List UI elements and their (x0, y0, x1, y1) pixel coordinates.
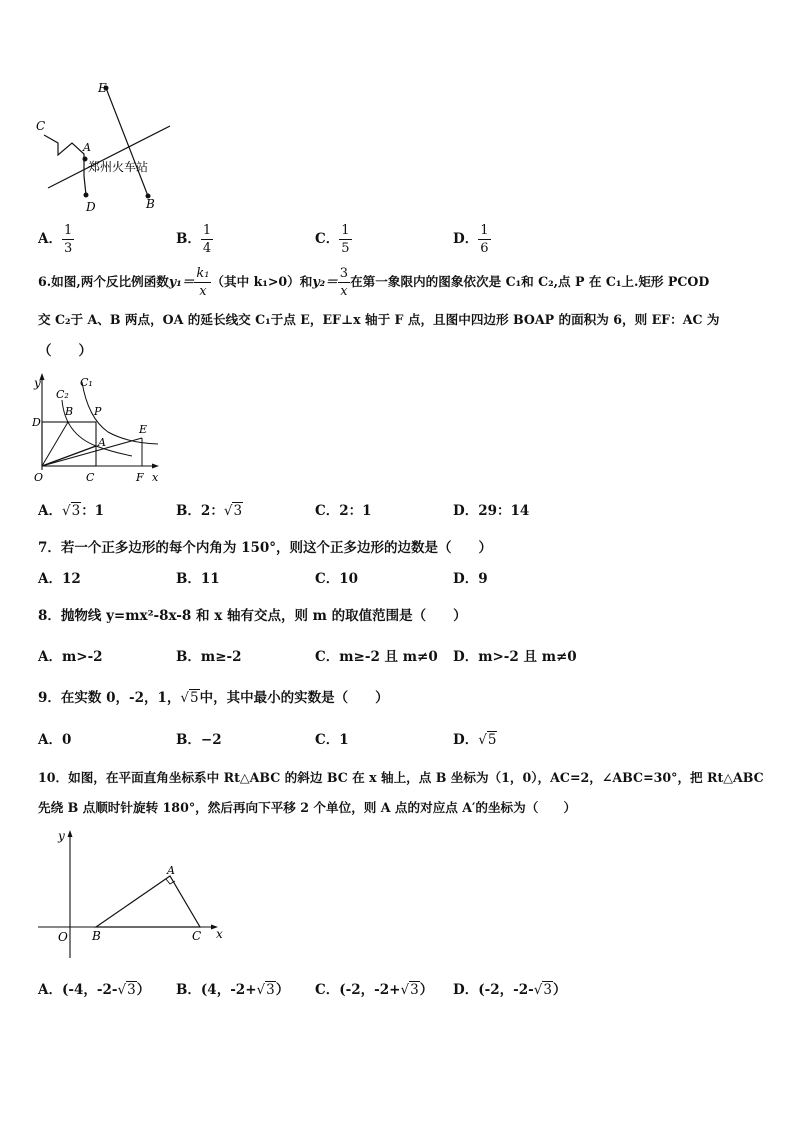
sqrt-radicand: 3 (127, 982, 136, 998)
fraction-denominator: 4 (202, 241, 212, 256)
sqrt-radicand: 5 (190, 690, 199, 706)
q9-stem (38, 692, 389, 706)
fraction-numerator: 1 (202, 223, 212, 238)
q6-y2: y₂＝ (312, 274, 338, 290)
q7-option-d[interactable]: D．9 (453, 571, 488, 587)
fig10-label-x: x (216, 927, 223, 941)
fig10-label-o: O (58, 930, 68, 944)
sqrt-radicand: 3 (543, 982, 552, 998)
fig6-label-c2: C₂ (56, 388, 69, 401)
q5-option-b-label: B． (176, 230, 201, 247)
q10-option-d-prefix: (-2，-2- (478, 982, 534, 998)
q6-option-b-label: B． (176, 503, 201, 519)
fig5-point-a (83, 157, 88, 162)
q5-option-a-label: A． (38, 230, 62, 247)
fig10-label-b: B (92, 929, 101, 943)
q5-option-d-label: D． (453, 230, 479, 247)
fig10-label-c: C (192, 929, 202, 943)
q10-line-2: 先绕 B 点顺时针旋转 180°，然后再向下平移 2 个单位，则 A 点的对应点 A′的坐标为（ ） (38, 800, 577, 815)
figure-q5-map (30, 78, 180, 214)
fig6-label-x: x (152, 471, 159, 484)
fig6-label-e: E (139, 423, 148, 436)
q6-fraction-3-x (338, 267, 350, 298)
q6-option-a-label: A． (38, 503, 62, 519)
fig5-label-b: B (146, 197, 155, 211)
fig5-rail-line (48, 126, 170, 188)
q7-option-b[interactable]: B．11 (176, 571, 220, 587)
q8-option-b[interactable]: B．m≥-2 (176, 649, 242, 665)
fig6-label-p: P (94, 405, 102, 418)
fig10-triangle-abc (96, 876, 200, 927)
q5-option-c-label: C． (315, 230, 340, 247)
q8-stem: 8．抛物线 y=mx²-8x-8 和 x 轴有交点，则 m 的取值范围是（ ） (38, 608, 467, 624)
q10-option-c-prefix: (-2，-2+ (339, 982, 401, 998)
q5-option-d[interactable] (453, 224, 491, 255)
fraction-denominator: x (199, 284, 207, 299)
fraction-numerator: 1 (63, 223, 73, 238)
fig6-label-o: O (34, 471, 44, 484)
q6-option-b[interactable] (176, 505, 243, 519)
fig6-label-c1: C₁ (80, 376, 93, 389)
q10-option-d[interactable] (453, 984, 566, 998)
fraction-numerator: 1 (341, 223, 350, 238)
q10-option-a[interactable] (38, 984, 150, 998)
fraction-numerator: 1 (480, 223, 489, 238)
fig5-path-cd (44, 135, 86, 195)
fig6-label-c: C (86, 471, 95, 484)
q10-option-d-label: D． (453, 982, 479, 998)
fig10-label-y: y (58, 829, 65, 843)
sqrt-symbol: √3 (223, 503, 243, 519)
q10-option-b-suffix: ） (275, 982, 290, 998)
q10-option-a-prefix: (-4，-2- (61, 982, 118, 998)
q10-option-c-suffix: ） (419, 982, 434, 998)
fig10-y-arrow (68, 830, 73, 837)
q6-option-b-prefix: 2： (200, 503, 224, 519)
sqrt-radicand: 3 (71, 503, 81, 519)
q5-option-a-fraction (62, 224, 74, 255)
q10-option-a-suffix: ） (136, 982, 151, 998)
q9-stem-suffix: 中，其中最小的实数是（ ） (199, 690, 389, 706)
fig6-line-oa (42, 446, 96, 466)
q10-option-d-suffix: ） (552, 982, 567, 998)
q9-option-d[interactable] (453, 734, 497, 748)
q5-option-b[interactable] (176, 224, 213, 255)
q6-option-c[interactable]: C．2：1 (315, 503, 372, 519)
q6-text-part3: 在第一象限内的图象依次是 C₁和 C₂,点 P 在 C₁上.矩形 PCOD (350, 274, 710, 290)
fig10-label-a: A (167, 864, 175, 877)
q7-option-c[interactable]: C．10 (315, 571, 359, 587)
q7-stem: 7．若一个正多边形的每个内角为 150°，则这个正多边形的边数是（ ） (38, 540, 493, 556)
sqrt-symbol: √5 (180, 690, 199, 706)
sqrt-symbol: √3 (61, 503, 81, 519)
q10-option-c-label: C． (315, 982, 340, 998)
q10-option-a-label: A． (38, 982, 62, 998)
sqrt-radicand: 5 (487, 732, 497, 748)
fig6-label-y: y (34, 376, 41, 390)
q5-option-b-fraction (201, 224, 213, 255)
fig5-station-label: 郑州火车站 (88, 160, 149, 174)
fig6-label-d: D (32, 416, 41, 429)
sqrt-radicand: 3 (410, 982, 419, 998)
fig6-rectangle-pcod (42, 422, 96, 466)
q6-text-part1: 6.如图,两个反比例函数 (38, 274, 169, 290)
fig5-label-d: D (86, 200, 96, 214)
q7-option-a[interactable]: A．12 (38, 571, 81, 587)
fig5-label-e: E (98, 81, 107, 95)
q8-option-c[interactable]: C．m≥-2 且 m≠0 (315, 649, 438, 665)
q8-option-d[interactable]: D．m>-2 且 m≠0 (453, 649, 577, 665)
q5-option-c[interactable] (315, 224, 352, 255)
sqrt-symbol: √3 (533, 982, 552, 998)
q9-option-b[interactable]: B．−2 (176, 732, 222, 748)
sqrt-symbol: √3 (400, 982, 419, 998)
fig5-label-c: C (36, 119, 46, 133)
q6-line-1 (38, 267, 709, 298)
fraction-denominator: 6 (480, 241, 489, 256)
q5-option-c-fraction (339, 224, 351, 255)
fig6-x-arrow (152, 464, 159, 469)
q9-stem-prefix: 9．在实数 0，-2，1， (38, 690, 181, 706)
fig5-point-d (84, 193, 89, 198)
q10-option-b-label: B． (176, 982, 201, 998)
sqrt-radicand: 3 (266, 982, 275, 998)
q9-option-a[interactable]: A．0 (38, 732, 72, 748)
fig6-label-f: F (136, 471, 144, 484)
q9-option-d-label: D． (453, 732, 479, 748)
q6-y1: y₁＝ (168, 274, 195, 290)
q5-option-d-fraction (478, 224, 490, 255)
fig6-label-b: B (65, 405, 74, 418)
q6-text-part2: （其中 k₁>0）和 (211, 274, 313, 290)
fig5-label-a: A (83, 141, 91, 154)
q10-option-b[interactable] (176, 984, 289, 998)
figure-q10-graph (34, 826, 234, 961)
q10-option-c[interactable] (315, 984, 433, 998)
fig5-line-eb (106, 88, 148, 196)
fraction-denominator: x (340, 284, 348, 299)
fraction-numerator: 3 (339, 266, 349, 281)
q6-option-a-rest: ：1 (81, 503, 105, 519)
fraction-numerator: k₁ (196, 266, 210, 281)
q6-line-3: （ ） (38, 343, 92, 359)
q6-fraction-k1-x (194, 267, 211, 298)
sqrt-symbol: √3 (117, 982, 136, 998)
q8-option-a[interactable]: A．m>-2 (38, 649, 103, 665)
q6-option-d[interactable]: D．29：14 (453, 503, 530, 519)
sqrt-symbol: √5 (478, 732, 497, 748)
fig6-line-oe (42, 438, 142, 466)
fig6-label-a: A (98, 436, 106, 449)
sqrt-symbol: √3 (256, 982, 275, 998)
q6-option-a[interactable] (38, 505, 104, 519)
fraction-denominator: 5 (341, 241, 350, 256)
q5-option-a[interactable] (38, 224, 74, 255)
figure-q6-graph (32, 370, 172, 485)
q6-line-2: 交 C₂于 A、B 两点，OA 的延长线交 C₁于点 E，EF⊥x 轴于 F 点，且图中四边形 BOAP 的面积为 6，则 EF：AC 为 (38, 312, 720, 327)
q10-option-b-prefix: (4，-2+ (200, 982, 257, 998)
sqrt-radicand: 3 (233, 503, 243, 519)
q9-option-c[interactable]: C．1 (315, 732, 349, 748)
fraction-denominator: 3 (63, 241, 73, 256)
q10-line-1: 10．如图，在平面直角坐标系中 Rt△ABC 的斜边 BC 在 x 轴上，点 B 坐标为（1，0），AC=2，∠ABC=30°，把 Rt△ABC (38, 770, 764, 785)
